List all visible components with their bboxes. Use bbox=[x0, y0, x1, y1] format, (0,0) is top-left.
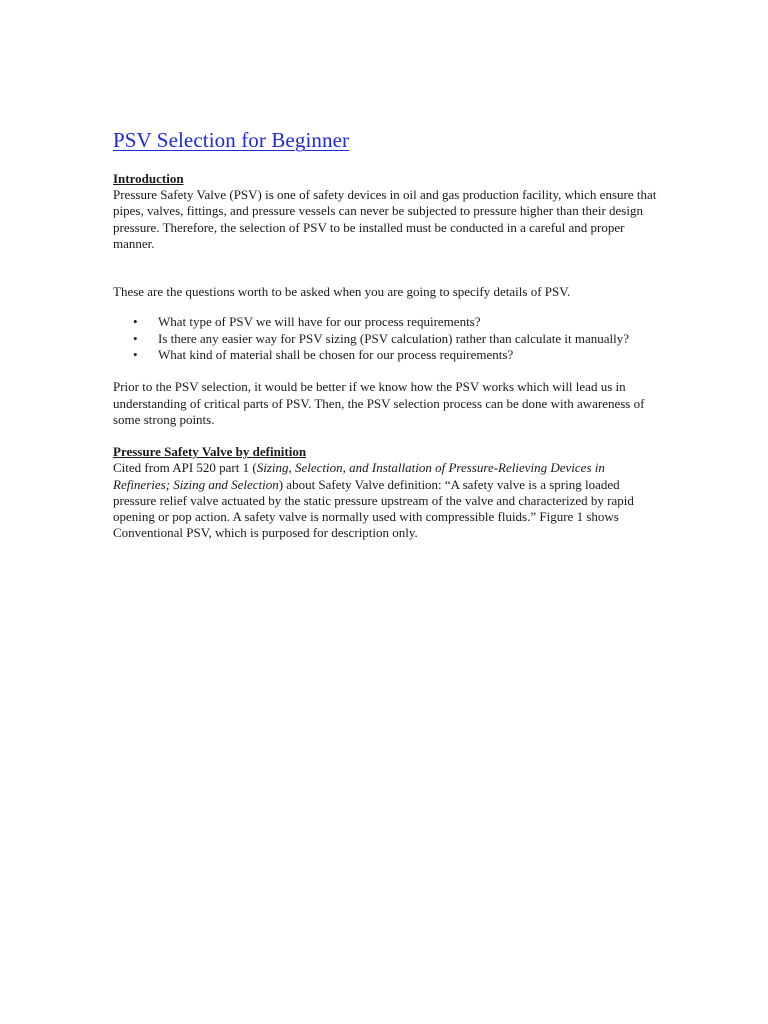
document-title: PSV Selection for Beginner bbox=[113, 128, 350, 152]
definition-heading: Pressure Safety Valve by definition bbox=[113, 444, 307, 460]
spacer bbox=[113, 300, 658, 314]
bullet-icon: • bbox=[133, 330, 138, 346]
definition-citation-title: Sizing, Selection, and Installation of Pressure-Relieving Devices in Refineries; Sizing and Selection bbox=[113, 460, 605, 492]
list-item bbox=[113, 314, 658, 330]
prior-paragraph: Prior to the PSV selection, it would be better if we know how the PSV works which will lead us in understanding of critical parts of PSV. Then, the PSV selection process can be done with awareness of some strong points. bbox=[113, 379, 645, 427]
spacer bbox=[113, 428, 658, 444]
definition-text-after: ) about Safety Valve definition: “A safety valve is a spring loaded pressure relief valve actuated by the static pressure upstream of the valve and characterized by rapid opening or pop action. A safety valve is normally used with compressible fluids.” Figure 1 shows Conventional PSV, which is purposed for description only. bbox=[113, 476, 634, 541]
list-item-text: What kind of material shall be chosen for our process requirements? bbox=[158, 347, 514, 363]
document-page bbox=[113, 126, 658, 542]
spacer bbox=[113, 363, 658, 379]
definition-text-before: Cited from API 520 part 1 ( bbox=[113, 460, 257, 476]
list-item bbox=[113, 347, 658, 363]
list-item bbox=[113, 331, 658, 347]
bullet-icon: • bbox=[133, 347, 138, 363]
bullet-icon: • bbox=[133, 314, 138, 330]
list-item-text: Is there any easier way for PSV sizing (PSV calculation) rather than calculate it manually? bbox=[158, 330, 629, 346]
definition-paragraph bbox=[113, 460, 658, 541]
questions-list bbox=[113, 314, 658, 363]
introduction-paragraph: Pressure Safety Valve (PSV) is one of safety devices in oil and gas production facility, which ensure that pipes, valves, fittings, and pressure vessels can never be subjected to pressure higher than their design pressure. Therefore, the selection of PSV to be installed must be conducted in a careful and proper manner. bbox=[113, 187, 657, 251]
questions-lead-paragraph: These are the questions worth to be asked when you are going to specify details of PSV. bbox=[113, 284, 571, 300]
introduction-heading: Introduction bbox=[113, 171, 184, 186]
spacer bbox=[113, 252, 658, 284]
list-item-text: What type of PSV we will have for our process requirements? bbox=[158, 314, 481, 330]
